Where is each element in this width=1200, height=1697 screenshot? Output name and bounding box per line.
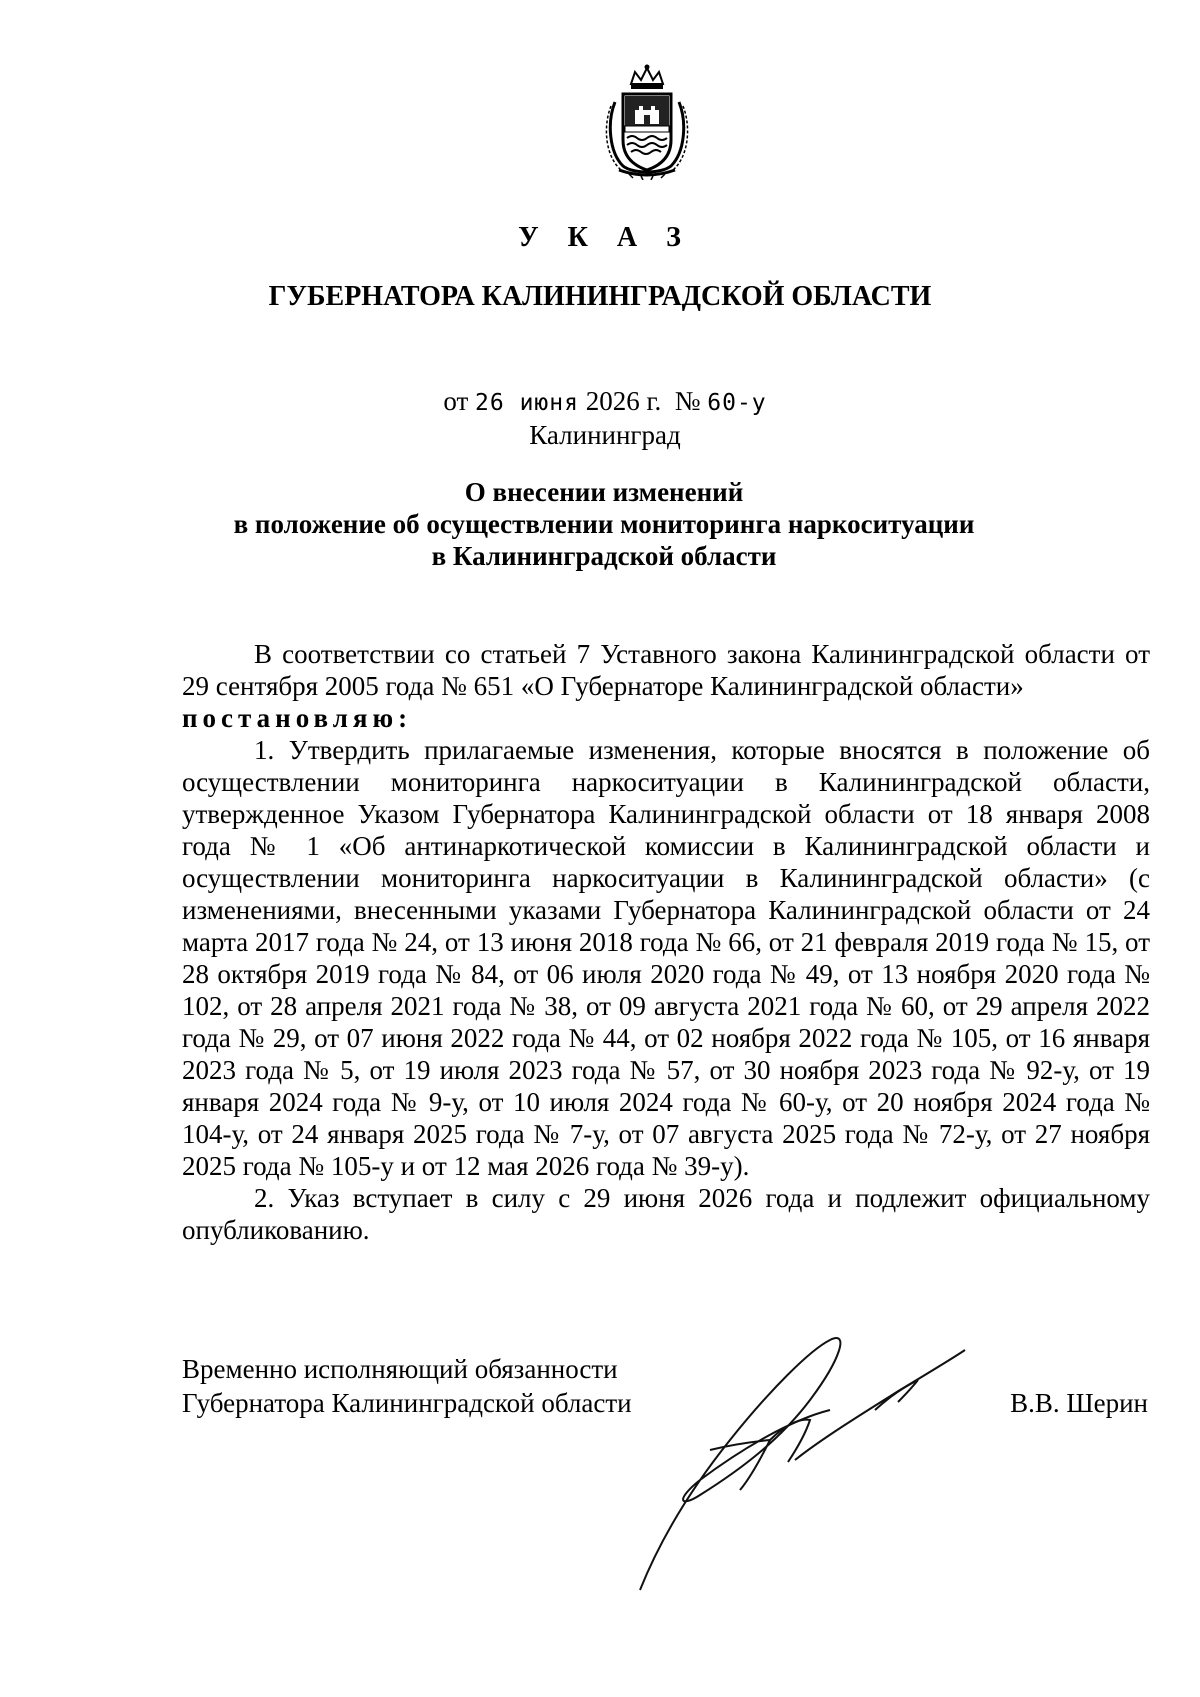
date-handwritten: 26 июня <box>475 390 579 416</box>
signatory-name: В.В. Шерин <box>1010 1388 1148 1418</box>
subject-line: в Калининградской области <box>431 541 777 571</box>
coat-of-arms-emblem <box>601 62 693 180</box>
position-line: Временно исполняющий обязанности <box>182 1354 618 1384</box>
document-subject <box>0 476 1200 572</box>
date-prefix: от <box>443 386 469 416</box>
position-line: Губернатора Калининградской области <box>182 1388 632 1418</box>
subject-line: О внесении изменений <box>464 477 744 507</box>
date-number-line <box>0 386 1200 417</box>
date-year: 2026 г. <box>585 386 662 416</box>
signatory-position <box>182 1352 632 1420</box>
document-type-title: У К А З <box>518 222 692 253</box>
handwritten-signature <box>620 1300 980 1600</box>
decree-word: постановляю: <box>182 703 413 733</box>
subject-line: в положение об осуществлении мониторинга наркоситуации <box>233 509 975 539</box>
item-2-paragraph: 2. Указ вступает в силу с 29 июня 2026 года и подлежит официальному опубликованию. <box>182 1183 1150 1245</box>
issuer-title: ГУБЕРНАТОРА КАЛИНИНГРАДСКОЙ ОБЛАСТИ <box>268 281 932 312</box>
decree-word-line <box>182 702 1150 734</box>
document-body <box>182 638 1150 1246</box>
preamble-paragraph: В соответствии со статьей 7 Уставного закона Калининградской области от 29 сентября 2005 года № 651 «О Губернаторе Калининградской области» <box>182 639 1150 701</box>
city-name: Калининград <box>529 420 681 450</box>
number-sign: № <box>674 386 701 416</box>
item-1-paragraph: 1. Утвердить прилагаемые изменения, которые вносятся в положение об осуществлении мониторинга наркоситуации в Калининградской области, утвержденное Указом Губернатора Калининградской области от 18 января 2008 года № 1 «Об антинаркотической комиссии в Калининградской области и осуществлении мониторинга наркоситуации в Калининградской области» (с изменениями, внесенными указами Губернатора Калининградской области от 24 марта 2017 года № 24, от 13 июня 2018 года № 66, от 21 февраля 2019 года № 15, от 28 октября 2019 года № 84, от 06 июля 2020 года № 49, от 13 ноября 2020 года № 102, от 28 апреля 2021 года № 38, от 09 августа 2021 года № 60, от 29 апреля 2022 года № 29, от 07 июня 2022 года № 44, от 02 ноября 2022 года № 105, от 16 января 2023 года № 5, от 19 июля 2023 года № 57, от 30 ноября 2023 года № 92-у, от 19 января 2024 года № 9-у, от 10 июля 2024 года № 60-у, от 20 ноября 2024 года № 104-у, от 24 января 2025 года № 7-у, от 07 августа 2025 года № 72-у, от 27 ноября 2025 года № 105-у и от 12 мая 2026 года № 39-у). <box>182 735 1150 1181</box>
document-number: 60-у <box>707 390 767 416</box>
